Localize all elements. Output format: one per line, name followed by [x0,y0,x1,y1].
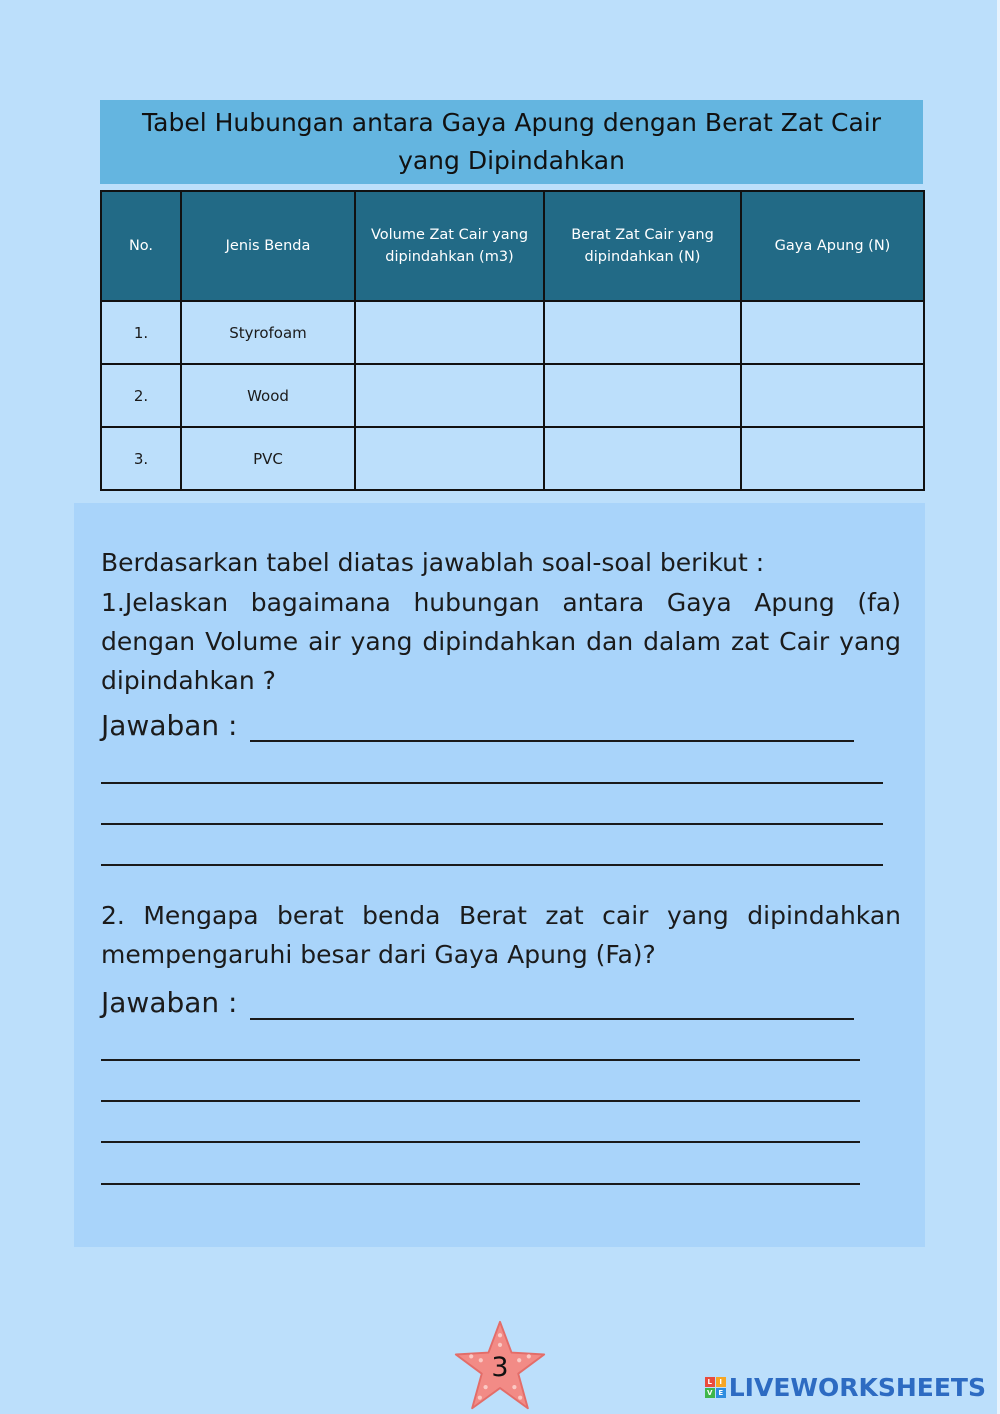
table-title: Tabel Hubungan antara Gaya Apung dengan Berat Zat Cair yang Dipindahkan [142,108,881,175]
cell-weight-input[interactable] [544,427,741,490]
logo-letter: V [705,1388,715,1398]
question-2: 2. Mengapa berat benda Berat zat cair yang dipindahkan mempengaruhi besar dari Gaya Apung (Fa)? [101,901,901,969]
cell-buoyancy-input[interactable] [741,364,924,427]
cell-no: 2. [101,364,181,427]
answer-1-line[interactable] [101,782,883,784]
questions-panel [74,503,925,1247]
cell-buoyancy-input[interactable] [741,301,924,364]
answer-2-line[interactable] [101,1141,860,1143]
table-row [101,427,924,490]
header-object: Jenis Benda [181,191,355,301]
answer-1-label: Jawaban : [101,709,238,742]
table-title-banner [100,100,923,184]
cell-buoyancy-input[interactable] [741,427,924,490]
table-row [101,364,924,427]
logo-letter: E [716,1388,726,1398]
answer-1-line[interactable] [101,823,883,825]
cell-object: Wood [181,364,355,427]
liveworksheets-logo-icon [705,1377,726,1398]
cell-volume-input[interactable] [355,364,544,427]
data-table [100,190,925,491]
answer-2-line[interactable] [250,1018,854,1020]
cell-volume-input[interactable] [355,427,544,490]
page-number: 3 [491,1352,509,1383]
answer-1-line[interactable] [250,740,854,742]
header-no: No. [101,191,181,301]
question-1: 1.Jelaskan bagaimana hubungan antara Gaya Apung (fa) dengan Volume air yang dipindahkan dan dalam zat Cair yang dipindahkan ? [101,588,901,695]
cell-no: 3. [101,427,181,490]
header-volume: Volume Zat Cair yang dipindahkan (m3) [355,191,544,301]
cell-weight-input[interactable] [544,364,741,427]
answer-1-line[interactable] [101,864,883,866]
brand-name: LIVEWORKSHEETS [728,1373,986,1402]
cell-volume-input[interactable] [355,301,544,364]
logo-letter: I [716,1377,726,1387]
cell-object: PVC [181,427,355,490]
questions-intro: Berdasarkan tabel diatas jawablah soal-soal berikut : [101,548,765,577]
table-header-row [101,191,924,301]
liveworksheets-brand [705,1373,986,1402]
answer-2-line[interactable] [101,1183,860,1185]
answer-2-line[interactable] [101,1059,860,1061]
header-buoyancy: Gaya Apung (N) [741,191,924,301]
header-weight: Berat Zat Cair yang dipindahkan (N) [544,191,741,301]
cell-weight-input[interactable] [544,301,741,364]
answer-2-label: Jawaban : [101,986,238,1019]
logo-letter: L [705,1377,715,1387]
cell-no: 1. [101,301,181,364]
table-row [101,301,924,364]
answer-2-line[interactable] [101,1100,860,1102]
cell-object: Styrofoam [181,301,355,364]
